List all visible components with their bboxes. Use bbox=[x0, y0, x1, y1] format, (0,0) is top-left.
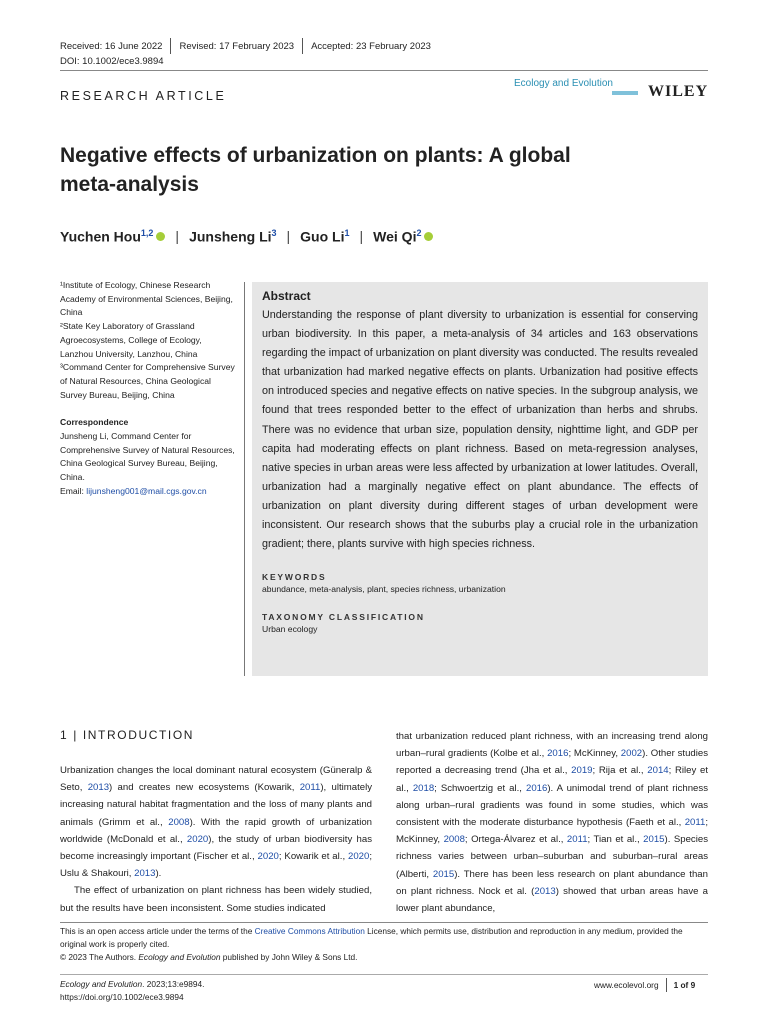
citation-link[interactable]: 2011 bbox=[566, 834, 588, 846]
journal-logo[interactable]: Ecology and Evolution bbox=[514, 78, 613, 89]
citation-link[interactable]: 2008 bbox=[168, 816, 190, 828]
citation-link[interactable]: 2013 bbox=[87, 782, 110, 794]
divider bbox=[302, 38, 303, 54]
abstract-box bbox=[252, 282, 708, 676]
citation-link[interactable]: 2020 bbox=[348, 851, 370, 863]
section-heading: 1 | INTRODUCTION bbox=[60, 728, 195, 742]
correspondence-text: Junsheng Li, Command Center for Comprehensive Survey of Natural Resources, China Geological Survey Bureau, Beijing, China. bbox=[60, 431, 235, 483]
taxonomy: Urban ecology bbox=[262, 624, 318, 635]
author-separator: | bbox=[175, 228, 180, 245]
revised-date: Revised: 17 February 2023 bbox=[179, 40, 295, 52]
correspondence-email: Email: lijunsheng001@mail.cgs.gov.cn bbox=[60, 485, 207, 496]
journal-website[interactable]: www.ecolevol.org bbox=[594, 980, 659, 990]
keywords: abundance, meta-analysis, plant, species richness, urbanization bbox=[262, 584, 506, 595]
citation-link[interactable]: 2020 bbox=[186, 833, 209, 845]
license-text: This is an open access article under the terms of the Creative Commons Attribution License, which permits use, distribution and reproduction in any medium, provided the original work is properly cited. bbox=[60, 926, 683, 949]
page-number: 1 of 9 bbox=[673, 980, 696, 990]
author-list bbox=[60, 228, 433, 245]
paragraph: that urbanization reduced plant richness, with an increasing trend along urban–rural gradients (Kolbe et al., 2016; McKinney, 2002). Other studies reported a decreasing trend (Jha et al., 2019; Rija et al., 2014; Riley et al., 2018; Schwoertzig et al., 2016). A unimodal trend of plant richness along urban–rural gradients was found in some studies, which was consistent with the moderate disturbance hypothesis (Faeth et al., 2011; McKinney, 2008; Ortega-Álvarez et al., 2011; Tian et al., 2015). Species richness varies between urban–suburban and suburban–rural areas (Alberti, 2015). There has been less research on plant abundance than on plant richness. Nock et al. (2013) showed that urban areas have a lower plant abundance, bbox=[396, 731, 709, 915]
citation-link[interactable]: 2019 bbox=[571, 765, 593, 777]
citation-link[interactable]: 2014 bbox=[647, 765, 669, 777]
affiliation: ²State Key Laboratory of Grassland Agroecosystems, College of Ecology, Lanzhou University, Lanzhou, China bbox=[60, 321, 202, 359]
article-dates bbox=[60, 38, 431, 54]
citation-link[interactable]: 2018 bbox=[412, 782, 435, 794]
license-link[interactable]: Creative Commons Attribution bbox=[254, 926, 365, 936]
doi-url[interactable]: https://doi.org/10.1002/ece3.9894 bbox=[60, 992, 184, 1002]
affiliation: ³Command Center for Comprehensive Survey of Natural Resources, China Geological Survey Bureau, Beijing, China bbox=[60, 362, 235, 400]
author[interactable]: Guo Li$^1$ bbox=[300, 228, 350, 245]
divider bbox=[170, 38, 171, 54]
affiliations-panel bbox=[60, 279, 236, 499]
header-rule bbox=[60, 70, 708, 71]
citation-link[interactable]: 2013 bbox=[134, 868, 156, 880]
citation-link[interactable]: 2016 bbox=[547, 748, 569, 760]
author-separator: | bbox=[286, 228, 291, 245]
footer-right bbox=[594, 978, 695, 992]
orcid-icon[interactable] bbox=[156, 232, 165, 241]
body-column-right bbox=[396, 728, 708, 917]
keywords-title: KEYWORDS bbox=[262, 572, 327, 583]
author[interactable]: Junsheng Li$^3$ bbox=[189, 228, 277, 245]
citation-info: Ecology and Evolution. 2023;13:e9894. https://doi.org/10.1002/ece3.9894 bbox=[60, 979, 205, 1002]
body-column-left bbox=[60, 762, 372, 917]
accepted-date: Accepted: 23 February 2023 bbox=[311, 40, 431, 52]
citation-link[interactable]: 2011 bbox=[684, 817, 706, 829]
email-link[interactable]: lijunsheng001@mail.cgs.gov.cn bbox=[86, 485, 207, 496]
publisher-logo[interactable]: WILEY bbox=[648, 83, 709, 100]
paragraph: The effect of urbanization on plant richness has been widely studied, but the results have been inconsistent. Some studies indicated bbox=[60, 885, 372, 914]
footer-rule bbox=[60, 974, 708, 975]
abstract-text: Understanding the response of plant diversity to urbanization is essential for conserving urban biodiversity. In this paper, a meta-analysis of 34 articles and 163 observations regarding the impact of urbanization on plant diversity was conducted. The results revealed that urbanization had marked negative effects on plants. Urbanization had positive effects on introduced species and negative effects on native species. In the subgroup analysis, we found that trees responded better to the effect of urbanization than herbs and shrubs. There was no evidence that urban size, population density, nighttime light, and GDP per capita had moderating effects on plant richness. Based on meta-regression analyses, native species in urban areas were less affected by urbanization at lower latitudes. Overall, urbanization had a marginally negative effect on plant abundance. The effects of urbanization on plant diversity during different stages of urban development were inconsistent. Our research shows that the suburbs play a crucial role in the urbanization gradient; there, plants survive with high species richness. bbox=[262, 309, 698, 551]
author-separator: | bbox=[359, 228, 364, 245]
taxonomy-title: TAXONOMY CLASSIFICATION bbox=[262, 612, 425, 623]
article-type: RESEARCH ARTICLE bbox=[60, 89, 227, 103]
paragraph: Urbanization changes the local dominant natural ecosystem (Güneralp & Seto, 2013) and creates new ecosystems (Kowarik, 2011), ultimately increasing natural habitat fragmentation and the loss of many plants and animals (Grimm et al., 2008). With the rapid growth of urbanization worldwide (McDonald et al., 2020), the study of urban biodiversity has become increasingly important (Fischer et al., 2020; Kowarik et al., 2020; Uslu & Shakouri, 2013). bbox=[60, 765, 373, 880]
citation-link[interactable]: 2013 bbox=[534, 885, 556, 897]
affiliation: ¹Institute of Ecology, Chinese Research Academy of Environmental Sciences, Beijing, China bbox=[60, 280, 233, 318]
citation-link[interactable]: 2015 bbox=[432, 868, 455, 880]
copyright-text: © 2023 The Authors. Ecology and Evolution published by John Wiley & Sons Ltd. bbox=[60, 952, 358, 962]
author[interactable]: Yuchen Hou$^{1,2}$ bbox=[60, 228, 154, 245]
column-divider bbox=[244, 282, 245, 676]
citation-link[interactable]: 2011 bbox=[299, 782, 321, 794]
divider bbox=[666, 978, 667, 992]
received-date: Received: 16 June 2022 bbox=[60, 40, 163, 52]
open-access-mark bbox=[612, 91, 638, 95]
correspondence-title: Correspondence bbox=[60, 417, 129, 428]
citation-link[interactable]: 2008 bbox=[443, 834, 465, 846]
footnote-rule bbox=[60, 922, 708, 923]
article-title: Negative effects of urbanization on plants: A global meta-analysis bbox=[60, 144, 571, 196]
license-footnote bbox=[60, 925, 710, 964]
citation-link[interactable]: 2015 bbox=[643, 834, 665, 846]
orcid-icon[interactable] bbox=[424, 232, 433, 241]
doi[interactable]: DOI: 10.1002/ece3.9894 bbox=[60, 56, 164, 67]
citation-link[interactable]: 2020 bbox=[257, 851, 279, 863]
citation-link[interactable]: 2002 bbox=[620, 748, 643, 760]
citation-link[interactable]: 2016 bbox=[525, 782, 548, 794]
abstract-heading: Abstract bbox=[262, 289, 311, 303]
author[interactable]: Wei Qi$^2$ bbox=[373, 228, 422, 245]
